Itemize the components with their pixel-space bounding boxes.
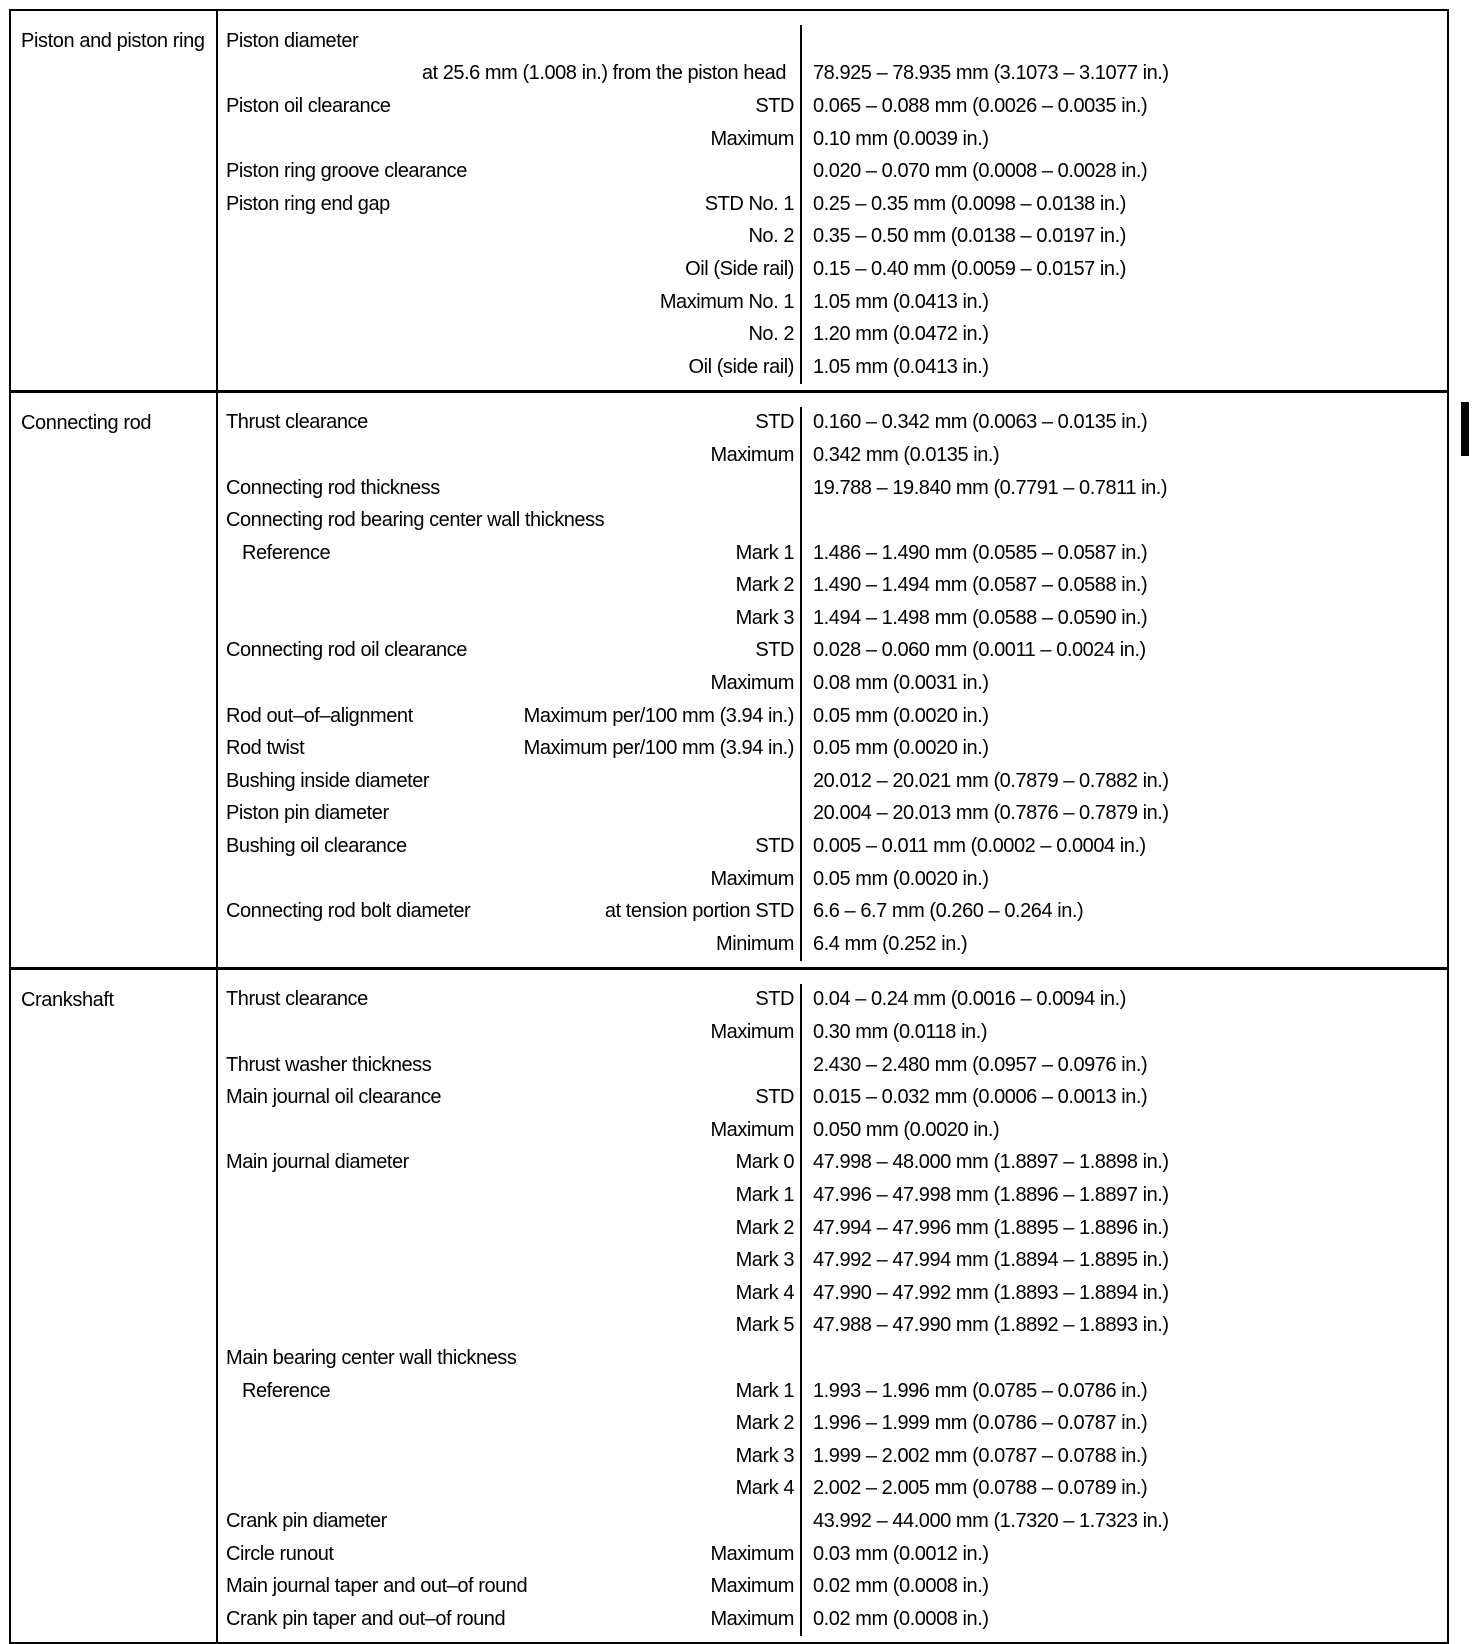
item-label: Connecting rod bolt diameter xyxy=(226,900,471,923)
spec-row xyxy=(218,318,1447,351)
spec-row xyxy=(218,1049,1447,1082)
item-qualifier: Maximum xyxy=(710,867,794,890)
item-value: 47.992 – 47.994 mm (1.8894 – 1.8895 in.) xyxy=(813,1249,1169,1272)
item-qualifier: Oil (Side rail) xyxy=(685,257,794,280)
item-value: 0.005 – 0.011 mm (0.0002 – 0.0004 in.) xyxy=(813,835,1146,858)
item-value: 0.05 mm (0.0020 in.) xyxy=(813,867,989,890)
item-qualifier: Mark 2 xyxy=(735,1412,794,1435)
item-value: 1.05 mm (0.0413 in.) xyxy=(813,355,989,378)
page-edge-tab xyxy=(1461,402,1469,456)
item-value: 2.002 – 2.005 mm (0.0788 – 0.0789 in.) xyxy=(813,1477,1148,1500)
item-value: 0.050 mm (0.0020 in.) xyxy=(813,1118,1000,1141)
item-qualifier: Mark 5 xyxy=(735,1314,794,1337)
spec-table xyxy=(9,9,1449,1644)
spec-row xyxy=(218,1505,1447,1538)
item-value: 0.30 mm (0.0118 in.) xyxy=(813,1021,988,1044)
item-value: 2.430 – 2.480 mm (0.0957 – 0.0976 in.) xyxy=(813,1053,1148,1076)
spec-section xyxy=(11,390,1447,967)
item-value: 1.999 – 2.002 mm (0.0787 – 0.0788 in.) xyxy=(813,1444,1148,1467)
spec-row xyxy=(218,1538,1447,1571)
item-value: 47.988 – 47.990 mm (1.8892 – 1.8893 in.) xyxy=(813,1314,1169,1337)
item-qualifier: STD No. 1 xyxy=(704,192,794,215)
spec-row xyxy=(218,1114,1447,1147)
item-value: 78.925 – 78.935 mm (3.1073 – 3.1077 in.) xyxy=(813,62,1169,85)
spec-row xyxy=(218,1407,1447,1440)
item-label: Main journal diameter xyxy=(226,1151,409,1174)
item-value: 6.6 – 6.7 mm (0.260 – 0.264 in.) xyxy=(813,900,1084,923)
spec-row xyxy=(218,1375,1447,1408)
item-label: Bushing oil clearance xyxy=(226,835,407,858)
spec-section xyxy=(11,967,1447,1642)
spec-row xyxy=(218,1570,1447,1603)
item-label: Main journal taper and out–of round xyxy=(226,1575,528,1598)
item-qualifier: Maximum xyxy=(710,672,794,695)
spec-row xyxy=(218,1212,1447,1245)
section-group-label: Connecting rod xyxy=(11,393,218,967)
item-value: 47.994 – 47.996 mm (1.8895 – 1.8896 in.) xyxy=(813,1216,1169,1239)
item-label: Thrust washer thickness xyxy=(226,1053,432,1076)
spec-row xyxy=(218,1603,1447,1636)
item-qualifier: Maximum xyxy=(710,1542,794,1565)
item-value: 1.05 mm (0.0413 in.) xyxy=(813,290,989,313)
item-qualifier: Minimum xyxy=(716,932,794,955)
item-qualifier: Mark 1 xyxy=(735,541,794,564)
item-qualifier: Maximum xyxy=(710,1021,794,1044)
item-qualifier: Mark 3 xyxy=(735,1444,794,1467)
item-label: Reference xyxy=(242,541,331,564)
spec-row xyxy=(218,1081,1447,1114)
item-value: 0.02 mm (0.0008 in.) xyxy=(813,1575,989,1598)
item-label: Crank pin taper and out–of round xyxy=(226,1607,506,1630)
item-qualifier: at tension portion STD xyxy=(604,900,794,923)
item-qualifier: Mark 2 xyxy=(735,574,794,597)
spec-row xyxy=(218,155,1447,188)
item-label: Piston ring groove clearance xyxy=(226,160,467,183)
item-qualifier: Maximum per/100 mm (3.94 in.) xyxy=(523,704,794,727)
spec-row xyxy=(218,667,1447,700)
spec-row xyxy=(218,863,1447,896)
item-value: 0.03 mm (0.0012 in.) xyxy=(813,1542,989,1565)
item-value: 6.4 mm (0.252 in.) xyxy=(813,932,968,955)
spec-row xyxy=(218,472,1447,505)
spec-row xyxy=(218,351,1447,384)
item-value: 20.012 – 20.021 mm (0.7879 – 0.7882 in.) xyxy=(813,769,1169,792)
item-value: 0.15 – 0.40 mm (0.0059 – 0.0157 in.) xyxy=(813,257,1126,280)
item-value: 0.25 – 0.35 mm (0.0098 – 0.0138 in.) xyxy=(813,192,1126,215)
item-value: 47.990 – 47.992 mm (1.8893 – 1.8894 in.) xyxy=(813,1281,1169,1304)
item-value: 0.35 – 0.50 mm (0.0138 – 0.0197 in.) xyxy=(813,225,1126,248)
section-group-label: Crankshaft xyxy=(11,970,218,1642)
item-qualifier: Maximum xyxy=(710,1607,794,1630)
item-qualifier: Maximum xyxy=(710,443,794,466)
item-label: Circle runout xyxy=(226,1542,334,1565)
item-label: Crank pin diameter xyxy=(226,1509,387,1532)
spec-row xyxy=(218,1440,1447,1473)
item-value: 0.02 mm (0.0008 in.) xyxy=(813,1607,989,1630)
item-value: 0.065 – 0.088 mm (0.0026 – 0.0035 in.) xyxy=(813,94,1148,117)
spec-row xyxy=(218,58,1447,91)
spec-row xyxy=(218,1277,1447,1310)
section-group-label: Piston and piston ring xyxy=(11,11,218,390)
item-label: Piston oil clearance xyxy=(226,94,391,117)
spec-row xyxy=(218,221,1447,254)
spec-row xyxy=(218,1342,1447,1375)
item-value: 0.160 – 0.342 mm (0.0063 – 0.0135 in.) xyxy=(813,411,1148,434)
item-qualifier: Maximum per/100 mm (3.94 in.) xyxy=(523,737,794,760)
spec-row xyxy=(218,732,1447,765)
spec-row xyxy=(218,90,1447,123)
item-qualifier: Mark 3 xyxy=(735,606,794,629)
spec-row xyxy=(218,984,1447,1017)
item-label: Main bearing center wall thickness xyxy=(226,1346,517,1369)
item-qualifier: No. 2 xyxy=(748,225,794,248)
item-qualifier: Mark 3 xyxy=(735,1249,794,1272)
item-qualifier: Maximum xyxy=(710,1118,794,1141)
item-label: Piston pin diameter xyxy=(226,802,389,825)
item-qualifier: STD xyxy=(755,1086,794,1109)
spec-row xyxy=(218,286,1447,319)
item-qualifier: STD xyxy=(755,639,794,662)
item-qualifier: STD xyxy=(755,94,794,117)
item-label: at 25.6 mm (1.008 in.) from the piston head xyxy=(421,62,786,85)
spec-row xyxy=(218,253,1447,286)
item-value: 1.993 – 1.996 mm (0.0785 – 0.0786 in.) xyxy=(813,1379,1148,1402)
item-value: 0.05 mm (0.0020 in.) xyxy=(813,737,989,760)
item-qualifier: STD xyxy=(755,988,794,1011)
item-qualifier: Mark 2 xyxy=(735,1216,794,1239)
item-label: Connecting rod thickness xyxy=(226,476,440,499)
spec-row xyxy=(218,188,1447,221)
item-value: 0.028 – 0.060 mm (0.0011 – 0.0024 in.) xyxy=(813,639,1146,662)
spec-row xyxy=(218,1310,1447,1343)
item-qualifier: Mark 1 xyxy=(735,1183,794,1206)
spec-row xyxy=(218,570,1447,603)
item-qualifier: Maximum No. 1 xyxy=(659,290,794,313)
item-value: 20.004 – 20.013 mm (0.7876 – 0.7879 in.) xyxy=(813,802,1169,825)
item-value: 1.20 mm (0.0472 in.) xyxy=(813,323,989,346)
spec-row xyxy=(218,1244,1447,1277)
spec-row xyxy=(218,439,1447,472)
spec-row xyxy=(218,1179,1447,1212)
spec-row xyxy=(218,407,1447,440)
item-value: 1.494 – 1.498 mm (0.0588 – 0.0590 in.) xyxy=(813,606,1148,629)
item-value: 19.788 – 19.840 mm (0.7791 – 0.7811 in.) xyxy=(813,476,1168,499)
item-label: Thrust clearance xyxy=(226,411,368,434)
item-label: Connecting rod bearing center wall thickness xyxy=(226,509,605,532)
item-qualifier: Mark 1 xyxy=(735,1379,794,1402)
item-value: 0.015 – 0.032 mm (0.0006 – 0.0013 in.) xyxy=(813,1086,1148,1109)
spec-row xyxy=(218,602,1447,635)
spec-row xyxy=(218,830,1447,863)
item-value: 0.08 mm (0.0031 in.) xyxy=(813,672,989,695)
item-qualifier: Maximum xyxy=(710,127,794,150)
item-value: 0.020 – 0.070 mm (0.0008 – 0.0028 in.) xyxy=(813,160,1148,183)
item-label: Bushing inside diameter xyxy=(226,769,430,792)
spec-row xyxy=(218,635,1447,668)
item-qualifier: STD xyxy=(755,411,794,434)
item-value: 43.992 – 44.000 mm (1.7320 – 1.7323 in.) xyxy=(813,1509,1169,1532)
spec-row xyxy=(218,25,1447,58)
item-value: 1.490 – 1.494 mm (0.0587 – 0.0588 in.) xyxy=(813,574,1148,597)
spec-row xyxy=(218,1147,1447,1180)
spec-row xyxy=(218,700,1447,733)
item-label: Connecting rod oil clearance xyxy=(226,639,467,662)
item-label: Thrust clearance xyxy=(226,988,368,1011)
spec-row xyxy=(218,1016,1447,1049)
item-value: 0.05 mm (0.0020 in.) xyxy=(813,704,989,727)
item-qualifier: Mark 0 xyxy=(735,1151,794,1174)
item-value: 0.10 mm (0.0039 in.) xyxy=(813,127,989,150)
item-qualifier: No. 2 xyxy=(748,323,794,346)
item-value: 0.342 mm (0.0135 in.) xyxy=(813,443,1000,466)
spec-section xyxy=(11,11,1447,390)
spec-row xyxy=(218,504,1447,537)
spec-row xyxy=(218,1473,1447,1506)
item-label: Piston ring end gap xyxy=(226,192,390,215)
spec-row xyxy=(218,123,1447,156)
item-label: Reference xyxy=(242,1379,331,1402)
item-value: 47.996 – 47.998 mm (1.8896 – 1.8897 in.) xyxy=(813,1183,1169,1206)
item-label: Rod twist xyxy=(226,737,305,760)
item-value: 1.996 – 1.999 mm (0.0786 – 0.0787 in.) xyxy=(813,1412,1148,1435)
item-qualifier: STD xyxy=(755,835,794,858)
spec-row xyxy=(218,798,1447,831)
item-value: 47.998 – 48.000 mm (1.8897 – 1.8898 in.) xyxy=(813,1151,1169,1174)
spec-row xyxy=(218,765,1447,798)
item-qualifier: Maximum xyxy=(710,1575,794,1598)
item-qualifier: Mark 4 xyxy=(735,1477,794,1500)
item-value: 0.04 – 0.24 mm (0.0016 – 0.0094 in.) xyxy=(813,988,1126,1011)
item-label: Rod out–of–alignment xyxy=(226,704,413,727)
item-qualifier: Mark 4 xyxy=(735,1281,794,1304)
item-label: Piston diameter xyxy=(226,29,359,52)
item-value: 1.486 – 1.490 mm (0.0585 – 0.0587 in.) xyxy=(813,541,1148,564)
item-qualifier: Oil (side rail) xyxy=(688,355,794,378)
item-label: Main journal oil clearance xyxy=(226,1086,442,1109)
spec-row xyxy=(218,537,1447,570)
spec-row xyxy=(218,928,1447,961)
spec-row xyxy=(218,895,1447,928)
